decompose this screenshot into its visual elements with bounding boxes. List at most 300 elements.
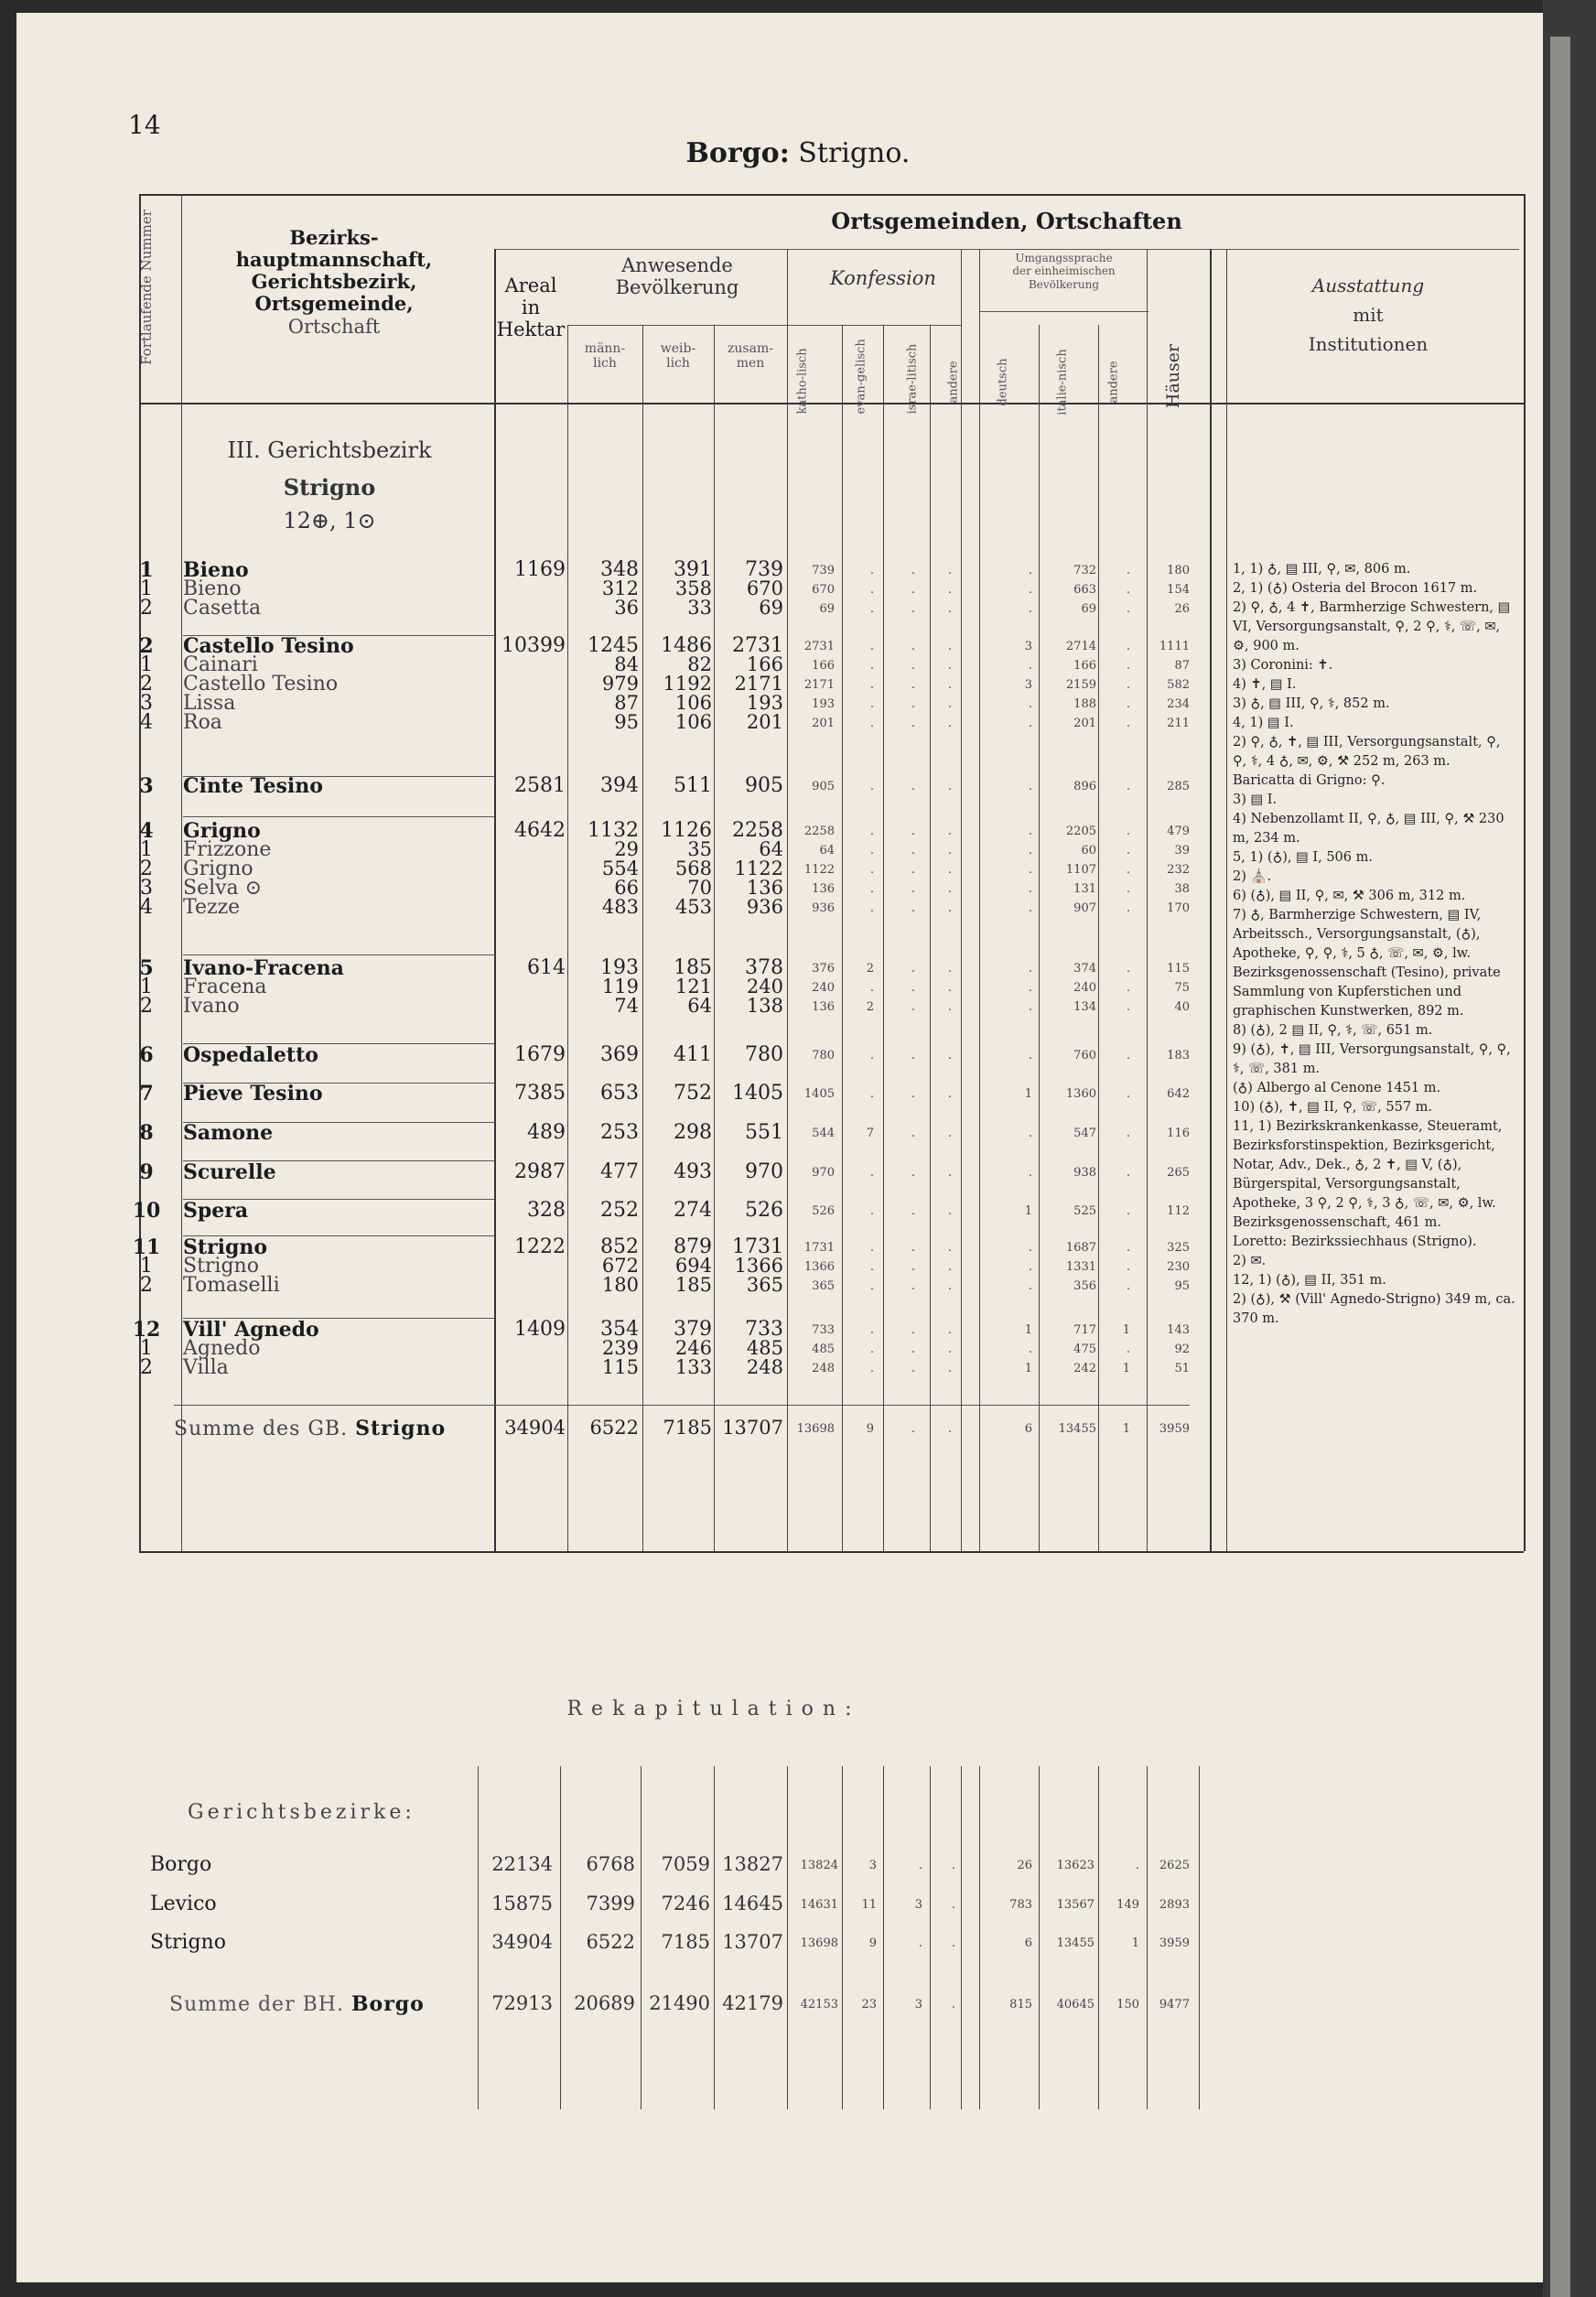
cell-kath: 1731: [803, 1241, 835, 1255]
row-number: 2: [140, 995, 153, 1018]
row-name: Grigno: [183, 819, 261, 843]
cell-de: .: [1028, 825, 1032, 838]
cell-de: .: [1028, 1279, 1032, 1293]
summe-label: Summe des GB. Strigno: [174, 1417, 447, 1440]
cell-h: 143: [1167, 1323, 1190, 1337]
cell-z: 551: [745, 1121, 783, 1144]
cell-areal: 7385: [514, 1082, 566, 1105]
cell-ev: .: [869, 825, 874, 838]
cell-h: 230: [1167, 1260, 1190, 1274]
row-number: 1: [139, 558, 154, 582]
cell-and: .: [947, 640, 952, 653]
cell-and: .: [947, 962, 952, 976]
cell-and2: .: [1126, 1343, 1130, 1356]
header-bottom-rule: [139, 403, 1524, 404]
cell-kath: 780: [812, 1049, 835, 1062]
cell-de: .: [1028, 1049, 1032, 1062]
header-evangelisch: evan-gelisch: [854, 339, 868, 415]
cell-it: 242: [1073, 1362, 1096, 1375]
cell-m: 348: [600, 558, 639, 581]
cell-and2: .: [1126, 697, 1130, 711]
cell-ev: .: [869, 1260, 874, 1274]
recap-cell-w: 7246: [661, 1893, 710, 1914]
recap-cell-z: 42179: [722, 1992, 783, 2014]
cell-it: 188: [1073, 697, 1096, 711]
recap-cell-ev: 11: [861, 1898, 877, 1912]
cell-ev: .: [869, 1166, 874, 1180]
cell-isr: .: [911, 602, 915, 616]
note-entry: 3) Coronini: ✝.: [1233, 658, 1333, 673]
cell-and: .: [947, 1279, 952, 1293]
recap-total-label: Summe der BH. Borgo: [169, 1992, 425, 2016]
cell-w: 35: [687, 838, 712, 860]
cell-m: 87: [614, 692, 639, 714]
table-top-rule: [139, 194, 1524, 196]
recap-cell-kath: 14631: [800, 1898, 838, 1912]
cell-and: .: [947, 564, 952, 577]
cell-m: 115: [601, 1356, 639, 1378]
cell-h: 115: [1167, 962, 1190, 976]
note-entry: 4) Nebenzollamt II, ⚲, ♁, ▤ III, ⚲, ⚒ 230 m, 234 m.: [1233, 812, 1504, 846]
cell-kath: 1405: [803, 1087, 835, 1101]
cell-h: 92: [1174, 1343, 1190, 1356]
cell-z: 136: [746, 877, 783, 899]
cell-h: 154: [1167, 583, 1190, 597]
cell-m: 1132: [588, 819, 639, 842]
header-konfession: Konfession: [830, 267, 936, 289]
cell-kath: 13698: [796, 1422, 835, 1436]
row-name: Ospedaletto: [183, 1043, 318, 1067]
header-katholisch: katho-lisch: [795, 348, 810, 415]
cell-ev: .: [869, 901, 874, 915]
cell-de: .: [1028, 1241, 1032, 1255]
cell-h: 112: [1167, 1204, 1190, 1218]
cell-de: .: [1028, 1166, 1032, 1180]
cell-isr: .: [911, 1166, 915, 1180]
cell-isr: .: [911, 1127, 915, 1140]
row-name: Vill' Agnedo: [183, 1318, 319, 1342]
recap-cell-ev: 3: [868, 1859, 877, 1872]
row-number: 1: [140, 1255, 153, 1278]
cell-de: 6: [1024, 1422, 1032, 1436]
note-entry: 4, 1) ▤ I.: [1233, 716, 1294, 730]
row-number: 2: [140, 597, 153, 620]
cell-kath: 201: [812, 717, 835, 730]
cell-ev: 2: [866, 962, 874, 976]
cell-z: 365: [746, 1274, 783, 1296]
cell-kath: 69: [819, 602, 835, 616]
recap-cell-it: 40645: [1056, 1998, 1095, 2011]
column-rule: [494, 249, 496, 1551]
cell-h: 180: [1167, 564, 1190, 577]
cell-h: 40: [1174, 1000, 1190, 1014]
cell-it: 547: [1073, 1127, 1096, 1140]
row-number: 1: [140, 838, 153, 861]
header-israelitisch: israe-litisch: [905, 343, 920, 415]
cell-kath: 544: [812, 1127, 835, 1140]
cell-ev: .: [869, 564, 874, 577]
konfession-rule: [787, 325, 961, 326]
row-name: Roa: [183, 711, 222, 734]
recap-cell-kath: 13698: [800, 1936, 838, 1950]
cell-and: .: [947, 1087, 952, 1101]
row-separator: [183, 816, 494, 817]
cell-it: 2159: [1065, 678, 1096, 692]
cell-isr: .: [911, 1204, 915, 1218]
cell-h: 234: [1167, 697, 1190, 711]
cell-and2: 1: [1122, 1323, 1130, 1337]
cell-and2: 1: [1122, 1362, 1130, 1375]
row-number: 1: [140, 653, 153, 676]
cell-and2: .: [1126, 863, 1130, 877]
note-entry: 1, 1) ♁, ▤ III, ⚲, ✉, 806 m.: [1233, 562, 1411, 577]
row-number: 2: [139, 634, 154, 658]
cell-w: 1192: [663, 673, 712, 695]
row-number: 4: [140, 896, 153, 919]
row-name: Casetta: [183, 597, 262, 620]
cell-w: 185: [674, 1274, 712, 1296]
header-ortsgemeinden: Ortsgemeinden, Ortschaften: [831, 208, 1182, 234]
cell-and: .: [947, 1362, 952, 1375]
cell-isr: .: [911, 882, 915, 896]
cell-w: 879: [674, 1235, 712, 1258]
cell-areal: 489: [527, 1121, 566, 1144]
cell-ev: 9: [866, 1422, 874, 1436]
cell-z: 201: [746, 711, 783, 733]
cell-h: 3959: [1159, 1422, 1190, 1436]
cell-and2: .: [1126, 564, 1130, 577]
cell-and2: .: [1126, 678, 1130, 692]
recap-cell-isr: 3: [914, 1998, 922, 2011]
cell-w: 106: [674, 692, 712, 714]
note-entry: 8) (♁), 2 ▤ II, ⚲, ⚕, ☏, 651 m.: [1233, 1023, 1433, 1038]
recap-rule: [787, 1766, 788, 2109]
cell-m: 554: [601, 857, 639, 879]
header-anwesende: Anwesende Bevölkerung: [615, 254, 739, 299]
cell-h: 170: [1167, 901, 1190, 915]
cell-de: .: [1028, 901, 1032, 915]
header-italienisch: italie-nisch: [1055, 349, 1070, 415]
cell-z: 1122: [734, 857, 783, 879]
cell-it: 13455: [1058, 1422, 1096, 1436]
cell-areal: 1409: [514, 1318, 566, 1341]
cell-it: 760: [1073, 1049, 1096, 1062]
cell-m: 354: [600, 1318, 639, 1341]
row-number: 4: [140, 711, 153, 734]
note-entry: 3) ♁, ▤ III, ⚲, ⚕, 852 m.: [1233, 696, 1390, 711]
section-heading: III. Gerichtsbezirk Strigno 12⊕, 1⊙: [227, 437, 432, 534]
cell-ev: .: [869, 1049, 874, 1062]
cell-and2: .: [1126, 640, 1130, 653]
header-haeuser: Häuser: [1163, 343, 1183, 409]
cell-de: .: [1028, 1343, 1032, 1356]
cell-and: .: [947, 1000, 952, 1014]
cell-w: 7185: [663, 1417, 712, 1439]
cell-m: 84: [614, 653, 639, 675]
cell-kath: 2171: [803, 678, 835, 692]
cell-ev: .: [869, 863, 874, 877]
cell-and2: .: [1126, 901, 1130, 915]
cell-it: 896: [1073, 780, 1096, 793]
cell-and: .: [947, 1241, 952, 1255]
cell-isr: .: [911, 825, 915, 838]
cell-m: 29: [614, 838, 639, 860]
recap-cell-z: 13827: [722, 1853, 783, 1875]
cell-w: 1126: [661, 819, 712, 842]
cell-it: 1107: [1065, 863, 1096, 877]
cell-w: 752: [674, 1082, 712, 1105]
cell-h: 325: [1167, 1241, 1190, 1255]
row-name: Castello Tesino: [183, 673, 339, 696]
cell-de: .: [1028, 1260, 1032, 1274]
cell-m: 66: [614, 877, 639, 899]
sprache-rule: [979, 311, 1148, 312]
header-maennlich: männ- lich: [584, 341, 626, 372]
cell-it: 201: [1073, 717, 1096, 730]
cell-kath: 936: [812, 901, 835, 915]
header-ausstattung: Ausstattung mit Institutionen: [1308, 275, 1429, 355]
cell-de: 3: [1024, 640, 1032, 653]
cell-z: 1366: [734, 1255, 783, 1277]
cell-isr: .: [911, 780, 915, 793]
cell-and2: .: [1126, 1127, 1130, 1140]
cell-areal: 2987: [514, 1160, 566, 1183]
cell-it: 131: [1073, 882, 1096, 896]
cell-h: 582: [1167, 678, 1190, 692]
cell-de: .: [1028, 844, 1032, 857]
cell-w: 453: [674, 896, 712, 918]
recap-cell-z: 13707: [722, 1931, 783, 1953]
recap-cell-w: 7059: [661, 1853, 710, 1875]
cell-and: .: [947, 863, 952, 877]
cell-and: .: [947, 780, 952, 793]
recap-cell-it: 13623: [1056, 1859, 1095, 1872]
column-rule: [642, 325, 643, 1551]
note-entry: 3) ▤ I.: [1233, 793, 1278, 807]
cell-de: 1: [1024, 1204, 1032, 1218]
cell-kath: 485: [812, 1343, 835, 1356]
recap-row-name: Borgo: [150, 1853, 212, 1876]
recap-cell-kath: 13824: [800, 1859, 838, 1872]
row-number: 2: [140, 1356, 153, 1379]
cell-and2: .: [1126, 717, 1130, 730]
cell-kath: 970: [812, 1166, 835, 1180]
cell-m: 672: [601, 1255, 639, 1277]
row-number: 10: [132, 1199, 161, 1223]
cell-it: 732: [1073, 564, 1096, 577]
column-rule: [961, 249, 962, 1551]
cell-h: 1111: [1159, 640, 1190, 653]
row-name: Agnedo: [183, 1337, 261, 1360]
recap-cell-and: .: [951, 1859, 955, 1872]
row-separator: [183, 954, 494, 955]
cell-it: 60: [1081, 844, 1096, 857]
cell-kath: 733: [812, 1323, 835, 1337]
row-name: Selva ⊙: [183, 877, 263, 900]
cell-kath: 2258: [803, 825, 835, 838]
cell-isr: .: [911, 583, 915, 597]
row-name: Bieno: [183, 577, 242, 600]
cell-h: 285: [1167, 780, 1190, 793]
header-deutsch: deutsch: [996, 358, 1010, 406]
recap-cell-m: 6522: [586, 1931, 635, 1953]
cell-it: 356: [1073, 1279, 1096, 1293]
cell-kath: 248: [812, 1362, 835, 1375]
cell-and: .: [947, 901, 952, 915]
cell-z: 13707: [722, 1417, 783, 1439]
cell-isr: .: [911, 659, 915, 673]
cell-it: 1360: [1065, 1087, 1096, 1101]
header-areal: Areal in Hektar: [496, 275, 566, 341]
recap-cell-h: 2625: [1159, 1859, 1190, 1872]
cell-and: .: [947, 1260, 952, 1274]
cell-kath: 64: [819, 844, 835, 857]
row-name: Grigno: [183, 857, 253, 880]
cell-m: 979: [601, 673, 639, 695]
note-entry: 6) (♁), ▤ II, ⚲, ✉, ⚒ 306 m, 312 m.: [1233, 889, 1466, 903]
recap-cell-h: 3959: [1159, 1936, 1190, 1950]
row-name: Castello Tesino: [183, 634, 354, 658]
recap-cell-z: 14645: [722, 1893, 783, 1914]
cell-h: 183: [1167, 1049, 1190, 1062]
note-entry: 2) ⛪.: [1233, 869, 1272, 884]
cell-de: .: [1028, 583, 1032, 597]
anwesende-rule: [567, 325, 787, 326]
cell-z: 936: [746, 896, 783, 918]
cell-m: 252: [600, 1199, 639, 1222]
cell-kath: 526: [812, 1204, 835, 1218]
recap-cell-and2: 150: [1116, 1998, 1139, 2011]
note-entry: 5, 1) (♁), ▤ I, 506 m.: [1233, 850, 1373, 865]
row-name: Spera: [183, 1199, 249, 1223]
column-rule: [787, 249, 788, 1551]
cell-and2: .: [1126, 1279, 1130, 1293]
note-entry: 2) ⚲, ♁, ✝, ▤ III, Versorgungsanstalt, ⚲, ⚲, ⚕, 4 ♁, ✉, ⚙, ⚒ 252 m, 263 m.: [1233, 735, 1501, 769]
row-name: Frizzone: [183, 838, 272, 861]
cell-w: 298: [674, 1121, 712, 1144]
cell-ev: 2: [866, 1000, 874, 1014]
cell-de: 3: [1024, 678, 1032, 692]
cell-kath: 376: [812, 962, 835, 976]
cell-z: 2731: [732, 634, 783, 657]
cell-it: 1687: [1065, 1241, 1096, 1255]
row-name: Lissa: [183, 692, 236, 715]
cell-z: 905: [745, 774, 783, 797]
header-laufende-nummer: Fortlaufende Nummer: [138, 210, 155, 365]
cell-and2: .: [1126, 1241, 1130, 1255]
cell-w: 70: [687, 877, 712, 899]
note-entry: 10) (♁), ✝, ▤ II, ⚲, ☏, 557 m.: [1233, 1100, 1433, 1115]
recap-cell-ev: 23: [861, 1998, 877, 2011]
cell-ev: .: [869, 780, 874, 793]
row-number: 1: [140, 1337, 153, 1360]
cell-m: 119: [601, 976, 639, 998]
cell-and: .: [947, 1422, 952, 1436]
cell-m: 483: [601, 896, 639, 918]
cell-and: .: [947, 825, 952, 838]
cell-z: 166: [746, 653, 783, 675]
cell-de: .: [1028, 602, 1032, 616]
cell-and2: .: [1126, 1204, 1130, 1218]
row-number: 12: [132, 1318, 161, 1342]
cell-areal: 1679: [514, 1043, 566, 1066]
cell-and2: .: [1126, 882, 1130, 896]
recap-cell-areal: 15875: [491, 1893, 553, 1914]
row-number: 11: [132, 1235, 161, 1259]
cell-w: 106: [674, 711, 712, 733]
cell-it: 907: [1073, 901, 1096, 915]
row-name: Scurelle: [183, 1160, 276, 1184]
cell-z: 193: [746, 692, 783, 714]
row-number: 6: [139, 1043, 154, 1067]
recap-cell-areal: 34904: [491, 1931, 553, 1953]
cell-z: 240: [746, 976, 783, 998]
row-number: 5: [139, 956, 154, 980]
cell-ev: .: [869, 981, 874, 995]
cell-isr: .: [911, 1343, 915, 1356]
cell-kath: 365: [812, 1279, 835, 1293]
cell-and2: .: [1126, 1049, 1130, 1062]
cell-it: 2714: [1065, 640, 1096, 653]
cell-and2: .: [1126, 780, 1130, 793]
recap-row-name: Levico: [150, 1893, 217, 1915]
cell-isr: .: [911, 564, 915, 577]
header-andere-sprache: andere: [1106, 361, 1121, 404]
cell-it: 69: [1081, 602, 1096, 616]
row-name: Ivano: [183, 995, 240, 1018]
cell-and2: .: [1126, 1260, 1130, 1274]
recap-cell-de: 783: [1009, 1898, 1032, 1912]
cell-ev: .: [869, 602, 874, 616]
recap-title: Rekapitulation:: [566, 1698, 861, 1720]
cell-w: 133: [674, 1356, 712, 1378]
recap-cell-and: .: [951, 1898, 955, 1912]
cell-z: 248: [746, 1356, 783, 1378]
cell-and: .: [947, 659, 952, 673]
row-number: 9: [139, 1160, 154, 1184]
recap-row-name: Strigno: [150, 1931, 226, 1954]
row-number: 1: [140, 577, 153, 600]
row-name: Tomaselli: [183, 1274, 280, 1297]
cell-ev: .: [869, 697, 874, 711]
cell-w: 694: [674, 1255, 712, 1277]
cell-de: .: [1028, 863, 1032, 877]
cell-and: .: [947, 1343, 952, 1356]
cell-de: 1: [1024, 1362, 1032, 1375]
cell-and2: 1: [1122, 1422, 1130, 1436]
recap-rule: [1199, 1766, 1200, 2109]
note-entry: 2, 1) (♁) Osteria del Brocon 1617 m.: [1233, 581, 1478, 596]
cell-h: 265: [1167, 1166, 1190, 1180]
note-entry: Baricatta di Grigno: ⚲.: [1233, 773, 1386, 788]
cell-isr: .: [911, 1279, 915, 1293]
cell-areal: 328: [527, 1199, 566, 1222]
cell-kath: 905: [812, 780, 835, 793]
cell-ev: .: [869, 717, 874, 730]
cell-ev: .: [869, 1343, 874, 1356]
cell-it: 1331: [1065, 1260, 1096, 1274]
cell-and2: .: [1126, 1166, 1130, 1180]
cell-z: 2171: [734, 673, 783, 695]
cell-and2: .: [1126, 981, 1130, 995]
recap-cell-m: 7399: [586, 1893, 635, 1914]
note-entry: 2) ✉.: [1233, 1254, 1267, 1268]
page-title: Borgo: Strigno.: [685, 137, 911, 169]
cell-kath: 166: [812, 659, 835, 673]
cell-isr: .: [911, 1241, 915, 1255]
cell-z: 1731: [732, 1235, 783, 1258]
row-name: Villa: [183, 1356, 229, 1379]
